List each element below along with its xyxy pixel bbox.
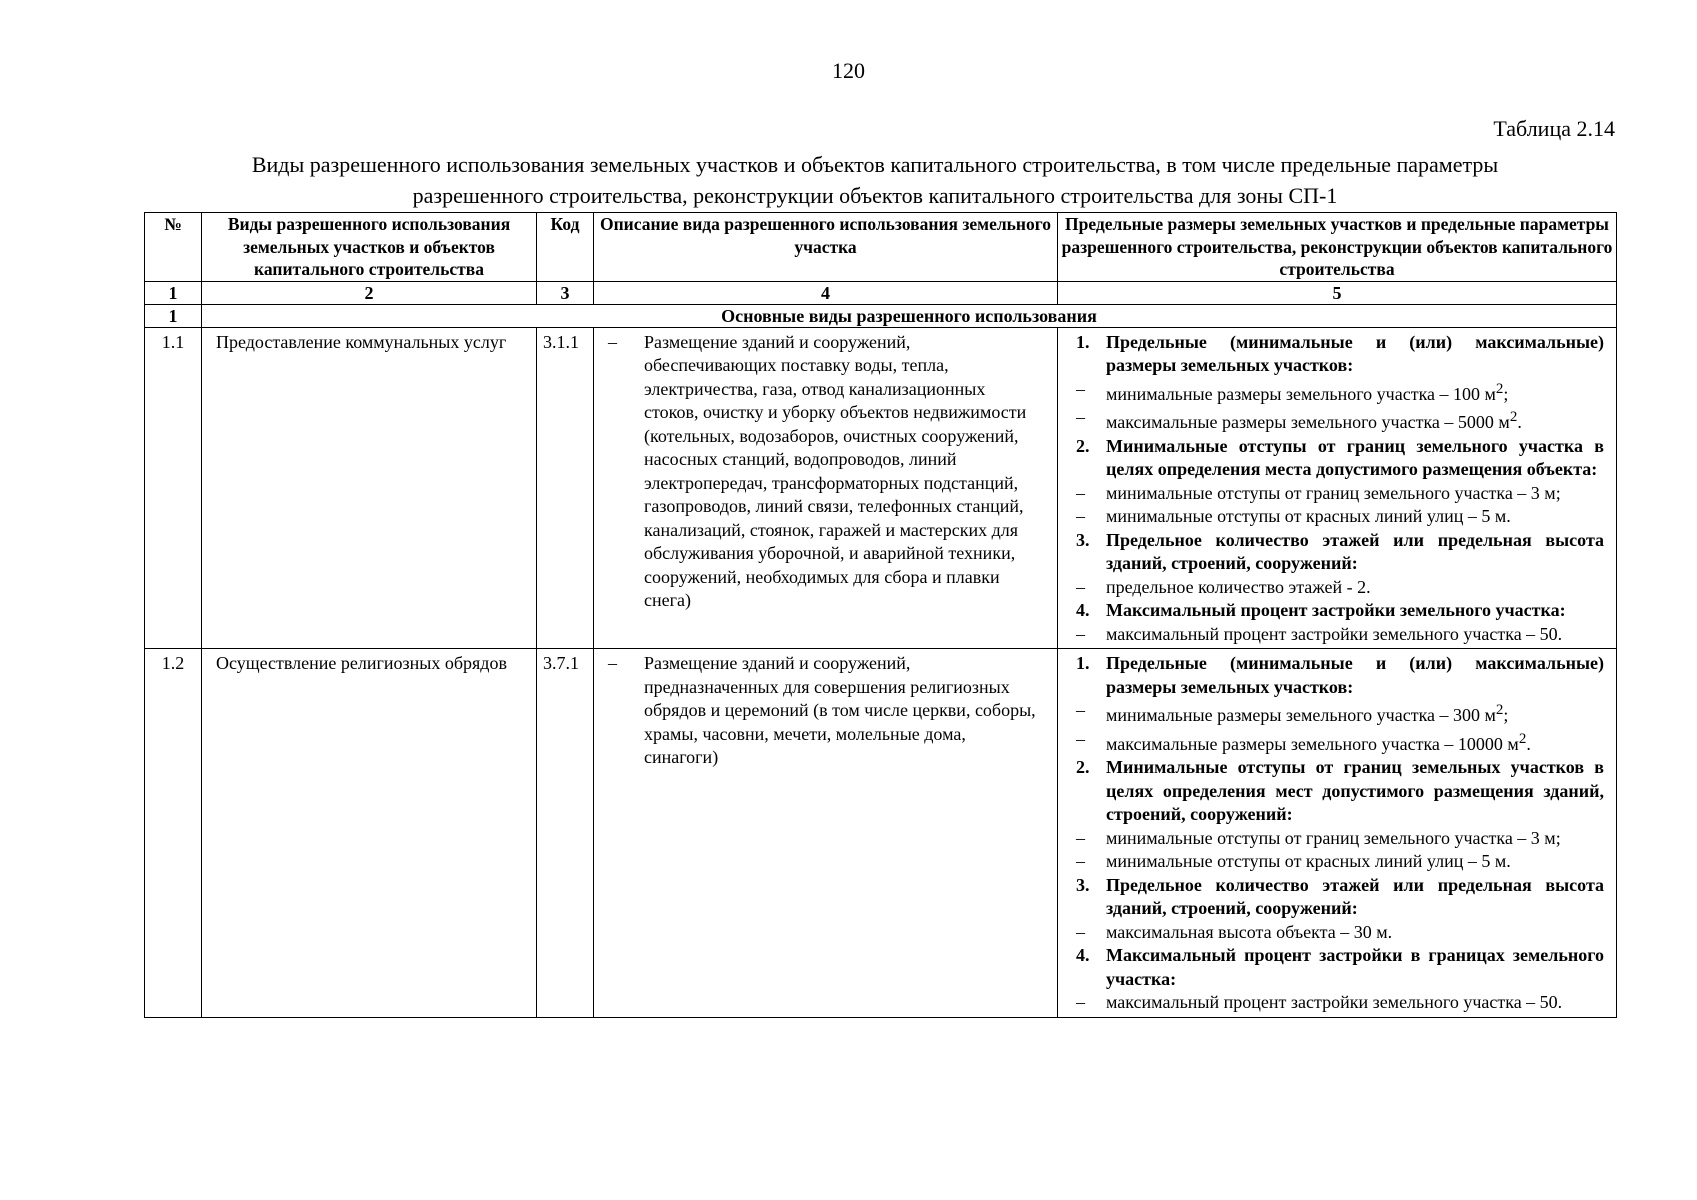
page-number: 120 xyxy=(832,58,865,83)
limit-item xyxy=(1076,576,1604,600)
limit-item-text: максимальный процент застройки земельного участка – 50. xyxy=(1106,992,1563,1012)
limit-item-content xyxy=(1106,827,1604,851)
limit-item-content xyxy=(1106,921,1604,945)
limit-item xyxy=(1076,827,1604,851)
section-title: Основные виды разрешенного использования xyxy=(202,304,1617,327)
dash: – xyxy=(608,653,617,673)
limit-title: Предельные (минимальные и (или) максимальные) размеры земельных участков: xyxy=(1106,331,1604,375)
table-caption xyxy=(140,149,1610,211)
limit-heading xyxy=(1076,874,1604,921)
dash: – xyxy=(1076,728,1085,749)
limit-item-text: минимальные размеры земельного участка – 100 м xyxy=(1106,383,1496,404)
row-no: 1.1 xyxy=(145,327,202,649)
limit-heading xyxy=(1076,529,1604,576)
limit-item xyxy=(1076,378,1604,407)
limit-title: Минимальные отступы от границ земельного участка в целях определения места допустимого размещения объекта: xyxy=(1106,435,1604,479)
dash: – xyxy=(1076,576,1085,597)
limit-item-punct: ; xyxy=(1503,705,1509,725)
limit-item-content xyxy=(1106,699,1604,728)
limit-item xyxy=(1076,728,1604,757)
table-row xyxy=(145,327,1617,649)
dash: – xyxy=(1076,921,1085,942)
limit-heading xyxy=(1076,652,1604,699)
limit-item-text: минимальные отступы от границ земельного участка – 3 м; xyxy=(1106,482,1561,503)
table-label: Таблица 2.14 xyxy=(1493,116,1615,141)
limit-title: Предельное количество этажей или предельная высота зданий, строений, сооружений: xyxy=(1106,874,1604,918)
limit-title: Предельные (минимальные и (или) максимальные) размеры земельных участков: xyxy=(1106,653,1604,697)
limit-title: Минимальные отступы от границ земельных участков в целях определения мест допустимого размещения зданий, строений, сооружений: xyxy=(1106,757,1604,824)
limit-item-text: максимальный процент застройки земельного участка – 50. xyxy=(1106,623,1563,644)
table-caption-line-1: Виды разрешенного использования земельных участков и объектов капитального строительства, в том числе предельные параметры xyxy=(251,152,1499,177)
limit-item-content xyxy=(1106,378,1604,407)
header-desc: Описание вида разрешенного использования земельного участка xyxy=(594,213,1058,282)
limit-number: 1. xyxy=(1076,331,1090,352)
limit-item-punct: . xyxy=(1517,412,1522,432)
limit-item-punct: . xyxy=(1526,733,1531,754)
limit-item-text: предельное количество этажей - 2. xyxy=(1106,576,1371,597)
superscript: 2 xyxy=(1518,730,1527,747)
row-desc-text: Размещение зданий и сооружений, обеспечивающих поставку воды, тепла, электричества, газа, отвод канализационных стоков, очистку и уборку объектов недвижимости (котельных, водозаборов, очистных сооружений, насосных станций, водопроводов, линий электропередач, трансформаторных подстанций, газопроводов, линий связи, телефонных станций, канализаций, стоянок, гаражей и мастерских для обслуживания уборочной, и аварийной техники, сооружений, необходимых для сбора и плавки снега) xyxy=(644,331,1027,610)
section-no: 1 xyxy=(145,304,202,327)
limit-item-text: максимальные размеры земельного участка – 10000 м xyxy=(1106,733,1519,754)
limit-item xyxy=(1076,699,1604,728)
limit-item-text: минимальные отступы от красных линий улиц – 5 м. xyxy=(1106,851,1511,871)
limit-item-text: минимальные отступы от красных линий улиц – 5 м. xyxy=(1106,506,1511,526)
header-name: Виды разрешенного использования земельных участков и объектов капитального строительства xyxy=(202,213,537,282)
superscript: 2 xyxy=(1495,702,1504,718)
limit-item-text: максимальная высота объекта – 30 м. xyxy=(1106,921,1393,942)
limit-heading xyxy=(1076,331,1604,378)
row-limits xyxy=(1058,327,1617,649)
limit-item-text: максимальные размеры земельного участка – 5000 м xyxy=(1106,412,1510,432)
column-number: 4 xyxy=(594,281,1058,304)
limit-title: Максимальный процент застройки земельного участка: xyxy=(1106,600,1566,620)
limit-number: 2. xyxy=(1076,435,1090,456)
limit-item xyxy=(1076,991,1604,1015)
row-code: 3.7.1 xyxy=(537,649,594,1018)
limit-item-content xyxy=(1106,850,1604,874)
limit-item-content xyxy=(1106,576,1604,600)
limit-item-content xyxy=(1106,406,1604,435)
header-no: № xyxy=(145,213,202,282)
column-number-row xyxy=(145,281,1617,304)
limit-item xyxy=(1076,623,1604,647)
limit-item-content xyxy=(1106,505,1604,529)
table-row xyxy=(145,649,1617,1018)
limit-item-content xyxy=(1106,623,1604,647)
column-number: 1 xyxy=(145,281,202,304)
limit-number: 1. xyxy=(1076,653,1090,673)
limit-item-content xyxy=(1106,991,1604,1015)
row-code: 3.1.1 xyxy=(537,327,594,649)
dash: – xyxy=(608,331,617,352)
limit-item-punct: ; xyxy=(1503,383,1509,404)
column-number: 5 xyxy=(1058,281,1617,304)
zoning-table xyxy=(144,212,1617,1018)
limit-item-content xyxy=(1106,482,1604,506)
limit-item-text: минимальные размеры земельного участка – 300 м xyxy=(1106,705,1496,725)
header-limits: Предельные размеры земельных участков и предельные параметры разрешенного строительства, реконструкции объектов капитального строительства xyxy=(1058,213,1617,282)
limit-item xyxy=(1076,505,1604,529)
dash: – xyxy=(1076,992,1085,1012)
row-desc xyxy=(594,327,1058,649)
column-number: 3 xyxy=(537,281,594,304)
row-no: 1.2 xyxy=(145,649,202,1018)
table-header-row xyxy=(145,213,1617,282)
row-desc xyxy=(594,649,1058,1018)
limit-heading xyxy=(1076,944,1604,991)
row-limits xyxy=(1058,649,1617,1018)
limit-item xyxy=(1076,406,1604,435)
row-name: Осуществление религиозных обрядов xyxy=(202,649,537,1018)
limit-heading xyxy=(1076,599,1604,623)
limit-number: 3. xyxy=(1076,874,1090,895)
header-code: Код xyxy=(537,213,594,282)
column-number: 2 xyxy=(202,281,537,304)
superscript: 2 xyxy=(1495,380,1504,397)
superscript: 2 xyxy=(1509,409,1518,425)
limit-number: 4. xyxy=(1076,945,1090,965)
limit-number: 3. xyxy=(1076,529,1090,550)
limit-number: 4. xyxy=(1076,600,1090,620)
dash: – xyxy=(1076,378,1085,399)
table-caption-line-2: разрешенного строительства, реконструкции объектов капитального строительства для зоны СП-1 xyxy=(412,183,1338,208)
dash: – xyxy=(1076,700,1085,720)
limit-heading xyxy=(1076,435,1604,482)
limit-heading xyxy=(1076,756,1604,827)
row-name: Предоставление коммунальных услуг xyxy=(202,327,537,649)
dash: – xyxy=(1076,623,1085,644)
dash: – xyxy=(1076,407,1085,427)
limit-title: Максимальный процент застройки в границах земельного участка: xyxy=(1106,945,1604,989)
dash: – xyxy=(1076,482,1085,503)
limit-item xyxy=(1076,850,1604,874)
dash: – xyxy=(1076,851,1085,871)
limit-item xyxy=(1076,482,1604,506)
limit-item-content xyxy=(1106,728,1604,757)
row-desc-text: Размещение зданий и сооружений, предназначенных для совершения религиозных обрядов и церемоний (в том числе церкви, соборы, храмы, часовни, мечети, молельные дома, синагоги) xyxy=(644,653,1036,767)
dash: – xyxy=(1076,506,1085,526)
dash: – xyxy=(1076,827,1085,848)
limit-number: 2. xyxy=(1076,757,1090,777)
section-row xyxy=(145,304,1617,327)
limit-item xyxy=(1076,921,1604,945)
limit-title: Предельное количество этажей или предельная высота зданий, строений, сооружений: xyxy=(1106,529,1604,573)
limit-item-text: минимальные отступы от границ земельного участка – 3 м; xyxy=(1106,827,1561,848)
